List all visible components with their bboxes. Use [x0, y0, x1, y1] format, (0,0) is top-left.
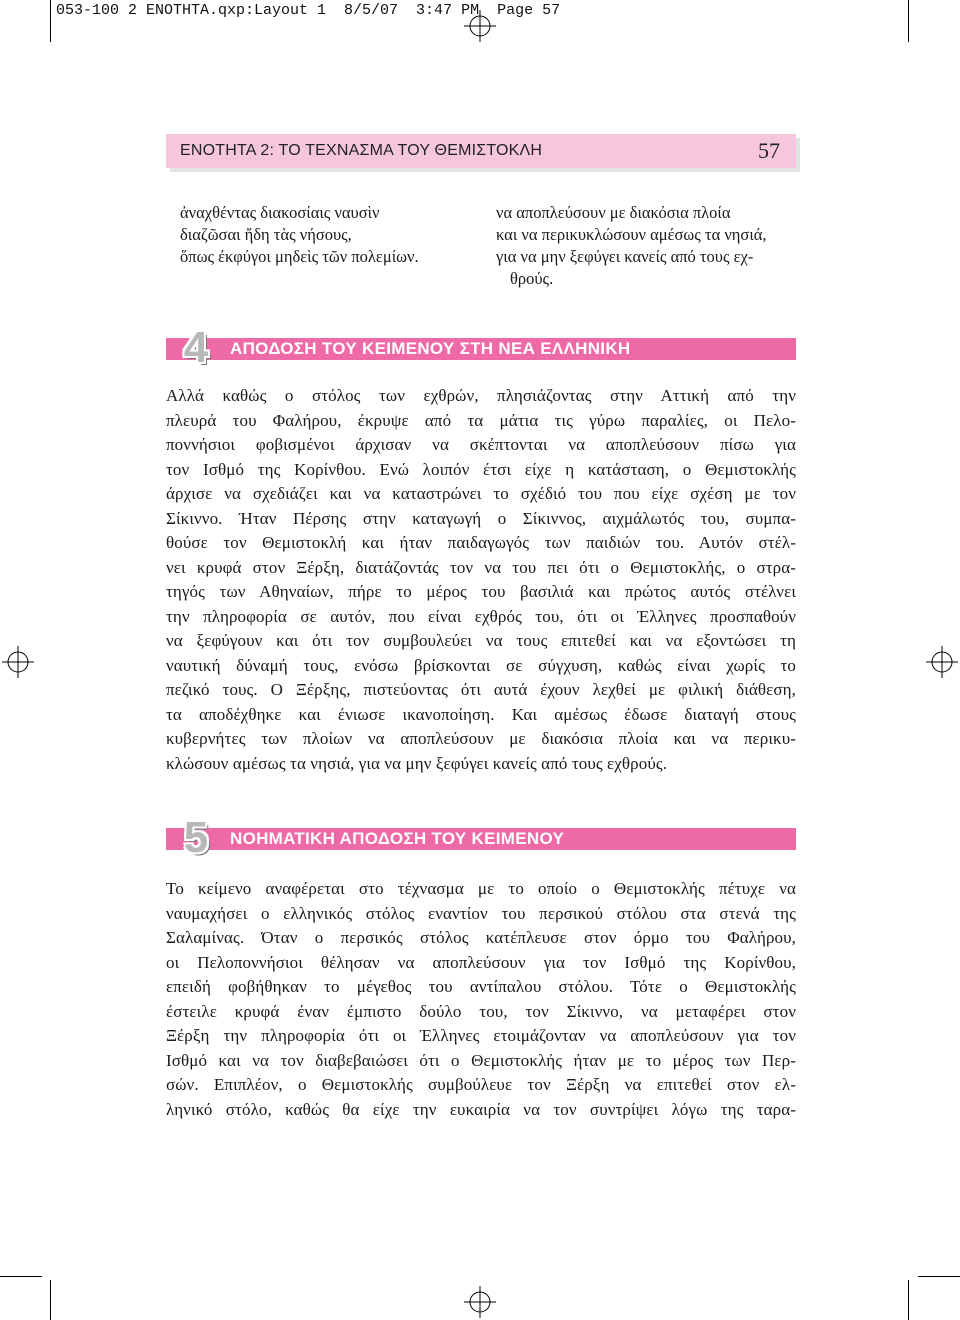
text-line: κυβερνήτες των πλοίων να αποπλεύσουν με διακόσια πλοία και να περικυ- [166, 729, 796, 748]
section-number: 5 [183, 813, 209, 862]
text-line: άρχισε να σχεδιάζει και να καταστρώνει το σχέδιό του που είχε σχέση με τον [166, 484, 796, 503]
verse-line: ὅπως ἐκφύγοι μηδεὶς τῶν πολεμίων. [180, 247, 419, 266]
text-line: Ξέρξη την πληροφορία ότι οι Έλληνες ετοιμάζονταν να αποπλεύσουν για τον [166, 1026, 796, 1045]
text-line: την πληροφορία σε αυτόν, που είναι εχθρός του, ότι οι Έλληνες προσπαθούν [166, 606, 796, 626]
crop-mark [0, 1276, 42, 1277]
verse-line: και να περικυκλώσουν αμέσως τα νησιά, [496, 225, 767, 244]
text-line: επειδή φοβήθηκαν το μέγεθος του αντίπαλου στόλου. Τότε ο Θεμιστοκλής [166, 977, 796, 996]
section-number: 4 [183, 323, 209, 372]
section-4-body [166, 384, 796, 776]
text-line: τηγός των Αθηναίων, πήρε το μέρος του βασιλιά και πρώτος αυτός στέλνει [166, 582, 796, 601]
crop-mark [908, 0, 909, 42]
text-line: ναυτική δύναμή τους, ενόσω βρίσκονται σε σύγχυση, καθώς είναι χωρίς το [166, 655, 796, 675]
verse-line: ἀναχθέντας διακοσίαις ναυσὶν [180, 203, 380, 222]
section-5-body [166, 877, 796, 1122]
running-title: ΕΝΟΤΗΤΑ 2: ΤΟ ΤΕΧΝΑΣΜΑ ΤΟΥ ΘΕΜΙΣΤΟΚΛΗ [180, 142, 543, 159]
text-line: Σίκιννο. Ήταν Πέρσης στην καταγωγή ο Σίκιννος, αιχμάλωτός του, συμπα- [166, 508, 796, 528]
page-number: 57 [758, 138, 780, 163]
registration-mark-icon [2, 646, 34, 678]
text-line: ναυμαχήσει ο ελληνικός στόλος εναντίον του περσικού στόλου στα στενά της [166, 903, 796, 923]
text-line: ληνικό στόλο, καθώς θα είχε την ευκαιρία να τον συντρίψει λόγω της ταρα- [166, 1099, 796, 1119]
text-line: πλευρά του Φαλήρου, έκρυψε από τα μάτια τις γύρω παραλίες, οι Πελο- [166, 410, 796, 430]
text-line: Ισθμό και να τον διαβεβαιώσει ότι ο Θεμιστοκλής ήταν με το μέρος των Περ- [166, 1050, 796, 1070]
text-line: νει κρυφά στον Ξέρξη, διατάζοντάς τον να του πει ότι ο Θεμιστοκλής, ο στρα- [166, 557, 796, 577]
registration-mark-icon [464, 1286, 496, 1318]
print-slug: 053-100 2 ΕΝΟΤΗΤΑ.qxp:Layout 1 8/5/07 3:47 PM Page 57 [56, 2, 561, 19]
text-line: κλώσουν αμέσως τα νησιά, για να μην ξεφύγει κανείς από τους εχθρούς. [166, 753, 668, 773]
text-line: Αλλά καθώς ο στόλος των εχθρών, πλησιάζοντας στην Αττική από την [166, 386, 796, 405]
registration-mark-icon [926, 646, 958, 678]
verse-line: διαζῶσαι ἤδη τὰς νήσους, [180, 225, 352, 244]
section-title: ΑΠΟΔΟΣΗ ΤΟΥ ΚΕΙΜΕΝΟΥ ΣΤΗ ΝΕΑ ΕΛΛΗΝΙΚΗ [230, 339, 631, 358]
registration-mark-icon [464, 10, 496, 42]
verse-line: για να μην ξεφύγει κανείς από τους εχ- [496, 247, 754, 266]
text-line: τον Ισθμό της Κορίνθου. Ενώ λοιπόν έτσι είχε η κατάσταση, ο Θεμιστοκλής [166, 459, 796, 479]
text-line: οι Πελοποννήσιοι θέλησαν να αποπλεύσουν για τον Ισθμό της Κορίνθου, [166, 952, 796, 972]
crop-mark [50, 1280, 51, 1320]
text-line: Σαλαμίνας. Όταν ο περσικός στόλος κατέπλευσε στον όρμο του Φαλήρου, [166, 928, 796, 947]
verse-line: να αποπλεύσουν με διακόσια πλοία [496, 203, 731, 222]
translation-column [496, 202, 767, 290]
crop-mark [908, 1280, 909, 1320]
section-4-header [166, 323, 796, 376]
text-line: θούσε τον Θεμιστοκλή και ήταν παιδαγωγός των παιδιών του. Αυτόν στέλ- [166, 533, 796, 552]
text-line: σών. Επιπλέον, ο Θεμιστοκλής συμβούλευε τον Ξέρξη να επιτεθεί στον ελ- [166, 1075, 796, 1094]
text-line: έστειλε κρυφά έναν έμπιστο δούλο του, τον Σίκιννο, να μεταφέρει στον [166, 1001, 796, 1021]
ancient-text-column [180, 202, 419, 268]
text-line: τα αποδέχθηκε και ένιωσε ικανοποίηση. Και αμέσως έδωσε διαταγή στους [166, 704, 796, 724]
verse-line: θρούς. [510, 269, 554, 288]
crop-mark [918, 1276, 960, 1277]
text-line: Το κείμενο αναφέρεται στο τέχνασμα με το οποίο ο Θεμιστοκλής πέτυχε να [166, 879, 796, 898]
text-line: ποννήσιοι φοβισμένοι άρχισαν να σκέπτονται να αποπλεύσουν πίσω για [166, 435, 796, 454]
text-line: να ξεφύγουν και ότι τον συμβουλεύει να τους επιτεθεί και να εξοντώσει τη [166, 631, 796, 650]
running-header [166, 134, 796, 168]
text-line: πεζικό τους. Ο Ξέρξης, πιστεύοντας ότι αυτά έχουν λεχθεί με φιλική διάθεση, [166, 680, 796, 699]
section-5-header [166, 813, 796, 866]
section-title: ΝΟΗΜΑΤΙΚΗ ΑΠΟΔΟΣΗ ΤΟΥ ΚΕΙΜΕΝΟΥ [230, 829, 565, 848]
crop-mark [50, 0, 51, 42]
